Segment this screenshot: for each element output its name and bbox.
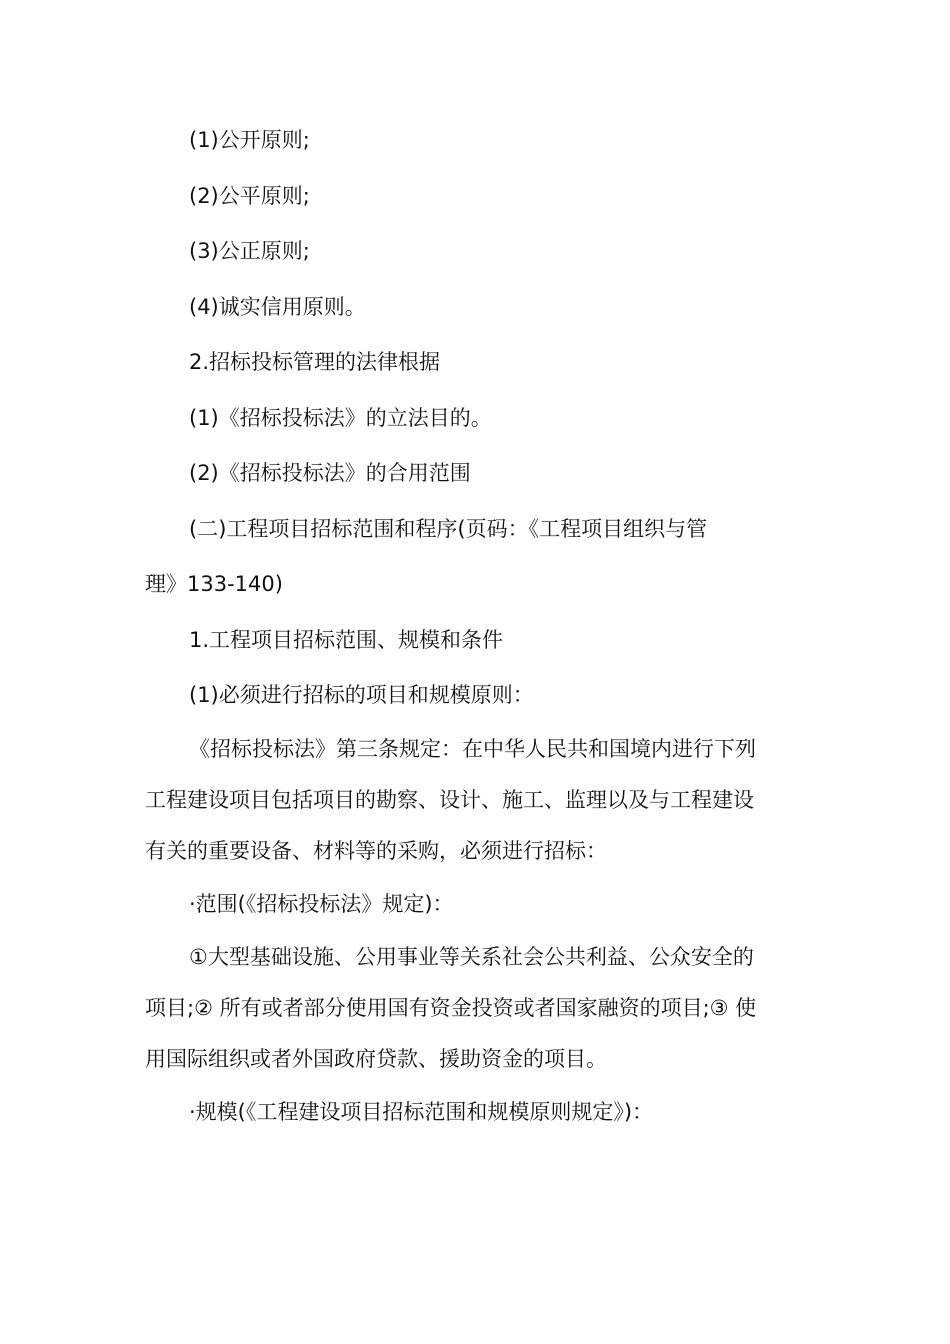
scope-list-line-2: 项目;② 所有或者部分使用国有资金投资或者国家融资的项目;③ 使 bbox=[145, 996, 757, 1020]
article-three-line-2: 工程建设项目包括项目的勘察、设计、施工、监理以及与工程建设 bbox=[145, 787, 754, 812]
scope-list-line-3: 用国际组织或者外国政府贷款、援助资金的项目。 bbox=[145, 1047, 607, 1071]
section-scope-procedure: (二)工程项目招标范围和程序(页码：《工程项目组织与管 bbox=[189, 516, 708, 541]
scope-list-line-1: ①大型基础设施、公用事业等关系社会公共利益、公众安全的 bbox=[189, 945, 754, 969]
document-body bbox=[145, 113, 795, 1141]
article-three-line-3: 有关的重要设备、材料等的采购，必须进行招标： bbox=[145, 838, 607, 863]
bullet-scope: ·范围(《招标投标法》规定)： bbox=[189, 891, 454, 916]
legal-purpose: (1)《招标投标法》的立法目的。 bbox=[189, 405, 492, 430]
subsection-scope-conditions: 1.工程项目招标范围、规模和条件 bbox=[189, 627, 504, 652]
bullet-scale: ·规模(《工程建设项目招标范围和规模原则规定》)： bbox=[189, 1100, 654, 1124]
principle-open: (1)公开原则; bbox=[189, 128, 310, 152]
principle-fair: (2)公平原则; bbox=[189, 183, 310, 208]
legal-scope: (2)《招标投标法》的合用范围 bbox=[189, 461, 471, 485]
item-required-projects: (1)必须进行招标的项目和规模原则： bbox=[189, 683, 534, 707]
article-three-line-1: 《招标投标法》第三条规定：在中华人民共和国境内进行下列 bbox=[189, 736, 756, 761]
section-scope-procedure-cont: 理》133-140) bbox=[145, 572, 283, 596]
principle-just: (3)公正原则; bbox=[189, 239, 310, 263]
principle-honesty: (4)诚实信用原则。 bbox=[189, 294, 366, 319]
section-legal-basis: 2.招标投标管理的法律根据 bbox=[189, 350, 441, 374]
